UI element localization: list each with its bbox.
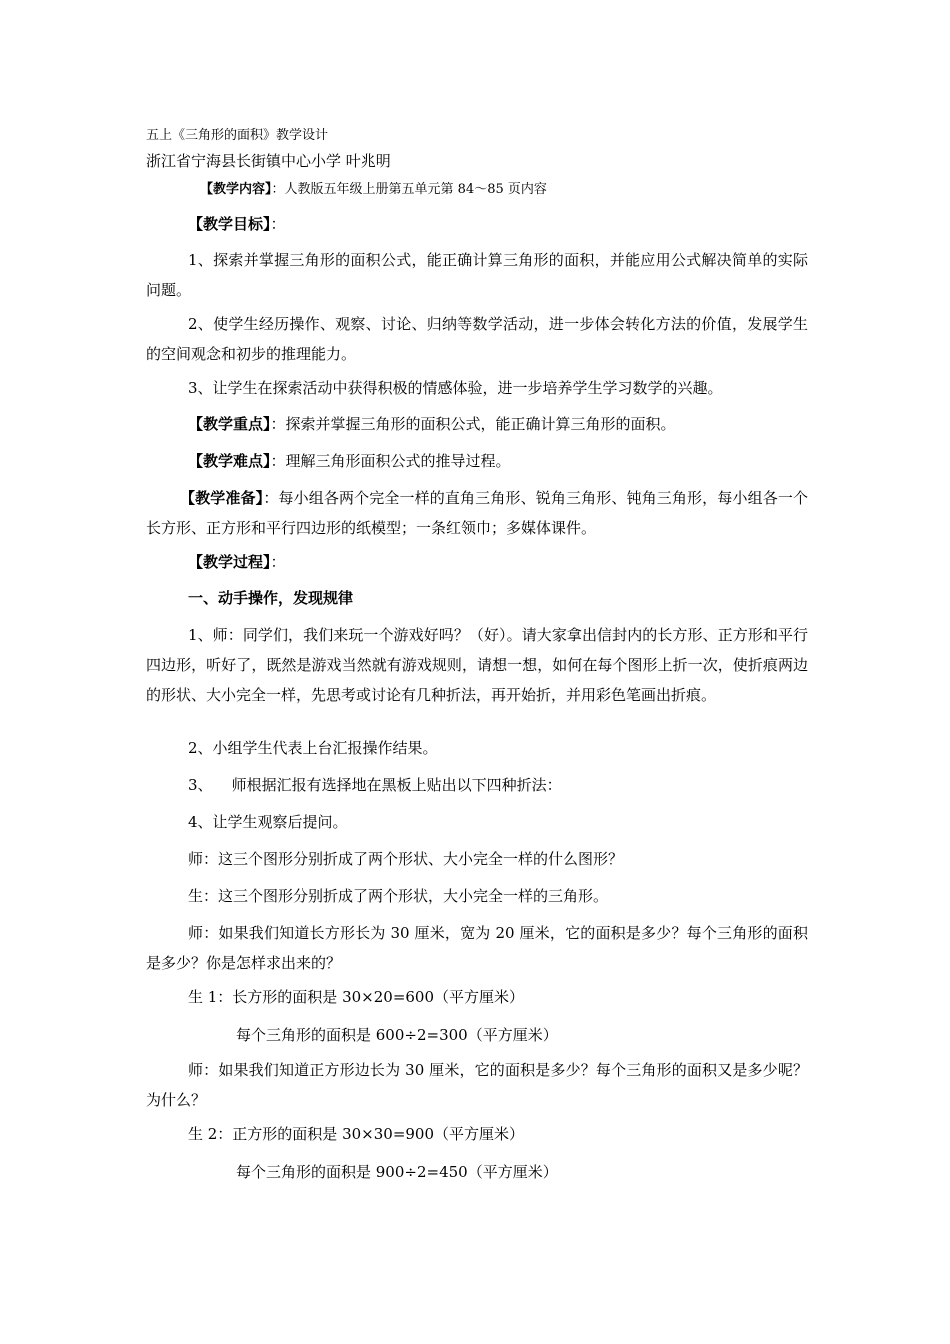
student-2-answer-b: 每个三角形的面积是 900÷2=450（平方厘米）	[236, 1163, 558, 1181]
preparation: 【教学准备】：每小组各两个完全一样的直角三角形、锐角三角形、钝角三角形，每小组各一个长方形、正方形和平行四边形的纸模型；一条红领巾；多媒体课件。	[146, 489, 808, 537]
teaching-content	[200, 178, 547, 197]
doc-author: 浙江省宁海县长街镇中心小学 叶兆明	[146, 152, 391, 170]
question-3: 师：如果我们知道正方形边长为 30 厘米，它的面积是多少？每个三角形的面积又是多少呢？为什么？	[146, 1061, 808, 1109]
paragraph-4: 4、让学生观察后提问。	[188, 813, 348, 831]
process-heading: 【教学过程】：	[188, 553, 286, 571]
goal-2: 2、使学生经历操作、观察、讨论、归纳等数学活动，进一步体会转化方法的价值，发展学生的空间观念和初步的推理能力。	[146, 315, 808, 363]
paragraph-3: 3、 师根据汇报有选择地在黑板上贴出以下四种折法：	[188, 776, 562, 794]
answer-1: 生：这三个图形分别折成了两个形状，大小完全一样的三角形。	[188, 887, 609, 905]
question-1: 师：这三个图形分别折成了两个形状、大小完全一样的什么图形？	[188, 850, 624, 868]
student-1-answer-a: 生 1：长方形的面积是 30×20=600（平方厘米）	[188, 988, 525, 1006]
paragraph-1: 1、师：同学们，我们来玩一个游戏好吗？（好）。请大家拿出信封内的长方形、正方形和平行四边形，听好了，既然是游戏当然就有游戏规则，请想一想，如何在每个图形上折一次，使折痕两边的形状、大小完全一样，先思考或讨论有几种折法，再开始折，并用彩色笔画出折痕。	[146, 626, 808, 704]
question-2: 师：如果我们知道长方形长为 30 厘米，宽为 20 厘米，它的面积是多少？每个三角形的面积是多少？你是怎样求出来的？	[146, 924, 809, 972]
student-1-answer-b: 每个三角形的面积是 600÷2=300（平方厘米）	[236, 1026, 558, 1044]
goal-1: 1、探索并掌握三角形的面积公式，能正确计算三角形的面积，并能应用公式解决简单的实际问题。	[146, 251, 808, 299]
goal-3: 3、让学生在探索活动中获得积极的情感体验，进一步培养学生学习数学的兴趣。	[188, 379, 723, 397]
student-2-answer-a: 生 2：正方形的面积是 30×30=900（平方厘米）	[188, 1125, 525, 1143]
section-1-heading: 一、动手操作，发现规律	[188, 589, 354, 607]
difficult-point: 【教学难点】：理解三角形面积公式的推导过程。	[188, 452, 511, 470]
doc-title: 五上《三角形的面积》教学设计	[146, 128, 329, 143]
paragraph-2: 2、小组学生代表上台汇报操作结果。	[188, 739, 438, 757]
key-point: 【教学重点】：探索并掌握三角形的面积公式，能正确计算三角形的面积。	[188, 415, 676, 433]
teaching-content-label: 【教学内容】	[200, 182, 272, 197]
goals-heading: 【教学目标】：	[188, 215, 286, 233]
teaching-content-text: ：人教版五年级上册第五单元第 84～85 页内容	[271, 182, 547, 197]
